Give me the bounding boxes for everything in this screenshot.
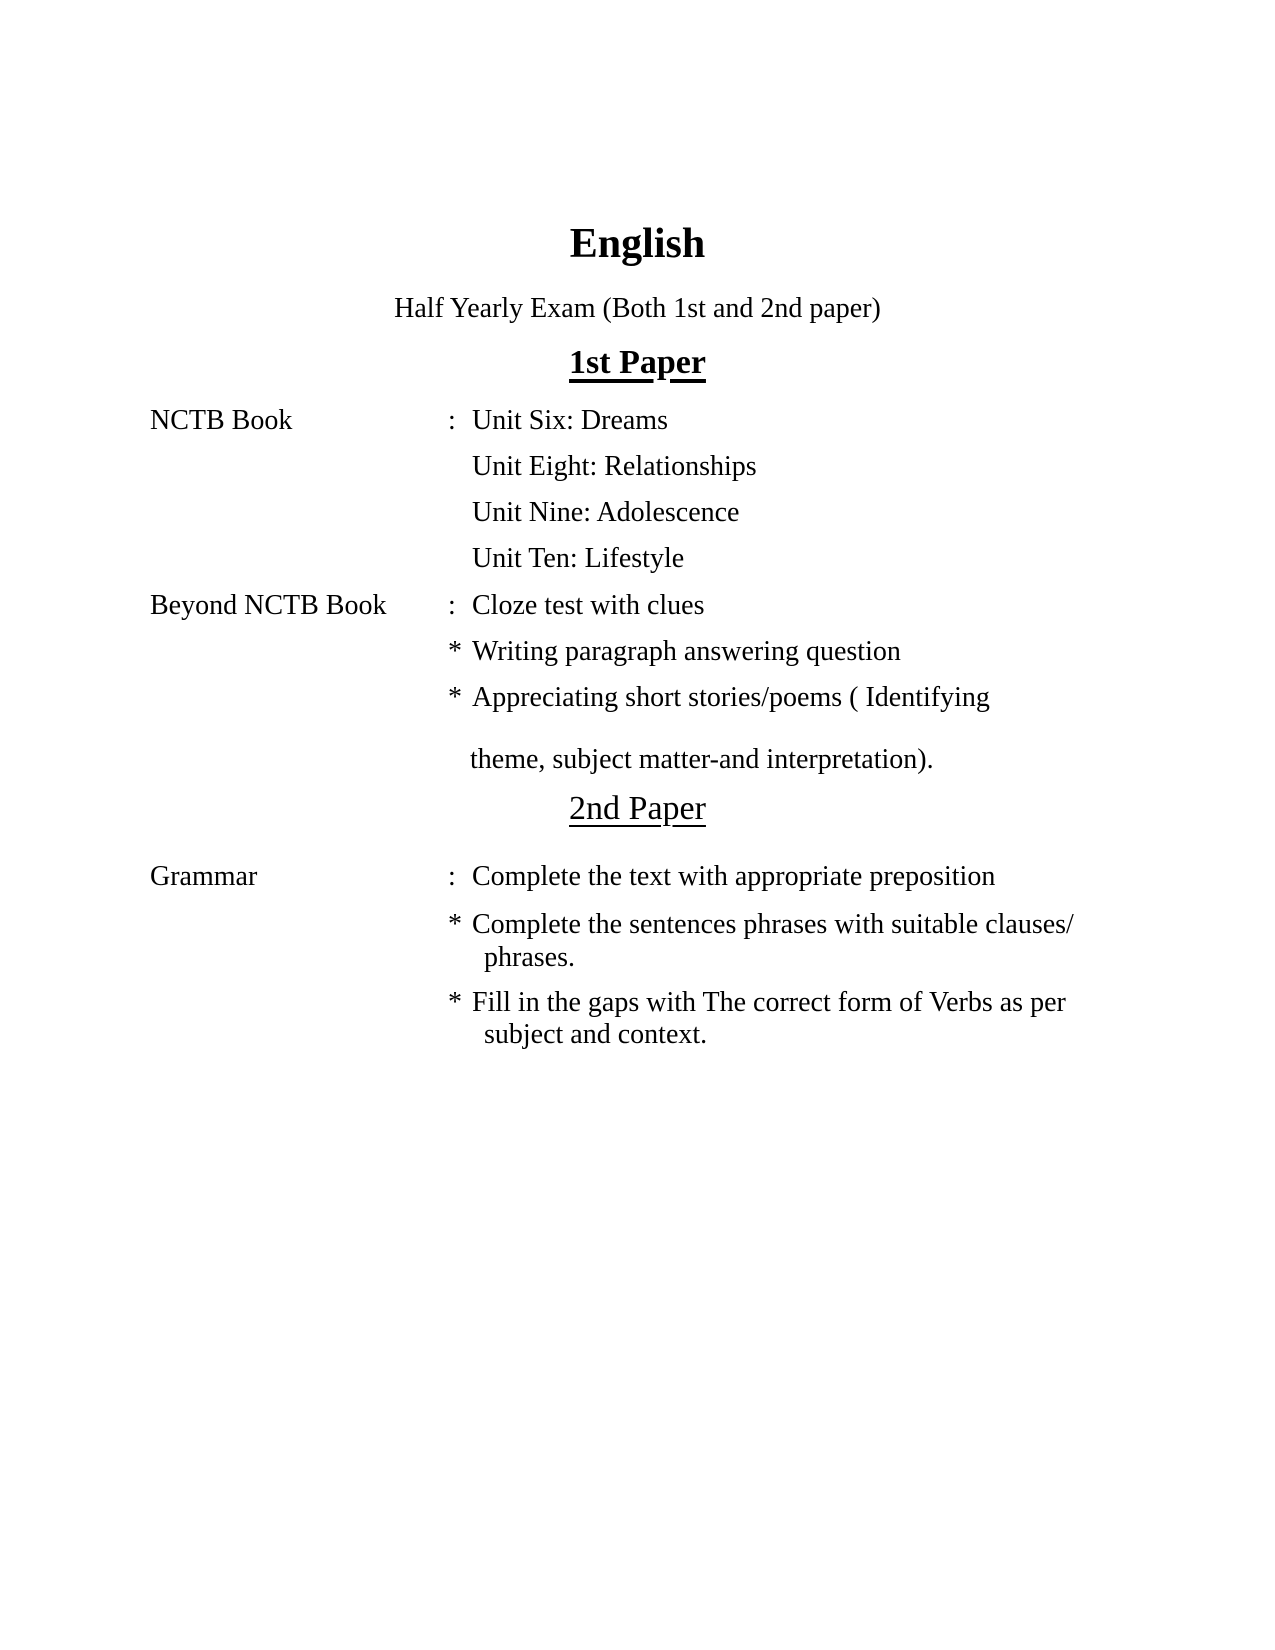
row-grammar xyxy=(0,861,1275,897)
row-appreciating-stories-cont xyxy=(0,744,1275,780)
page-title: English xyxy=(569,221,706,267)
row-text: Unit Nine: Adolescence xyxy=(472,497,740,528)
row-label: Grammar xyxy=(150,861,258,892)
row-unit-eight xyxy=(0,451,1275,487)
row-text: phrases. xyxy=(484,942,575,973)
row-marker: * xyxy=(448,909,462,940)
row-marker: * xyxy=(448,636,462,667)
row-fill-gaps-cont xyxy=(0,1019,1275,1055)
row-text: Complete the text with appropriate preposition xyxy=(472,861,996,892)
row-text: Appreciating short stories/poems ( Identifying xyxy=(472,682,990,713)
row-marker: : xyxy=(448,590,456,621)
row-marker: : xyxy=(448,861,456,892)
row-text: Fill in the gaps with The correct form of Verbs as per xyxy=(472,987,1066,1018)
row-text: Unit Eight: Relationships xyxy=(472,451,757,482)
row-text: subject and context. xyxy=(484,1019,708,1050)
row-fill-gaps xyxy=(0,987,1275,1023)
row-text: Complete the sentences phrases with suitable clauses/ xyxy=(472,909,1074,940)
section-heading-2nd-paper: 2nd Paper xyxy=(569,790,706,827)
section-heading-1st-paper: 1st Paper xyxy=(569,344,706,381)
row-text: Cloze test with clues xyxy=(472,590,705,621)
row-marker: * xyxy=(448,987,462,1018)
row-label: Beyond NCTB Book xyxy=(150,590,387,621)
row-beyond-nctb-book xyxy=(0,590,1275,626)
row-complete-sentences-cont xyxy=(0,942,1275,978)
row-label: NCTB Book xyxy=(150,405,293,436)
row-unit-nine xyxy=(0,497,1275,533)
row-text: Unit Six: Dreams xyxy=(472,405,668,436)
row-marker: : xyxy=(448,405,456,436)
row-text: theme, subject matter-and interpretation). xyxy=(470,744,934,775)
row-unit-ten xyxy=(0,543,1275,579)
row-text: Unit Ten: Lifestyle xyxy=(472,543,685,574)
row-marker: * xyxy=(448,682,462,713)
row-text: Writing paragraph answering question xyxy=(472,636,901,667)
row-complete-sentences xyxy=(0,909,1275,945)
row-nctb-book xyxy=(0,405,1275,441)
page-subtitle: Half Yearly Exam (Both 1st and 2nd paper) xyxy=(394,293,881,324)
row-appreciating-stories xyxy=(0,682,1275,718)
row-writing-paragraph xyxy=(0,636,1275,672)
